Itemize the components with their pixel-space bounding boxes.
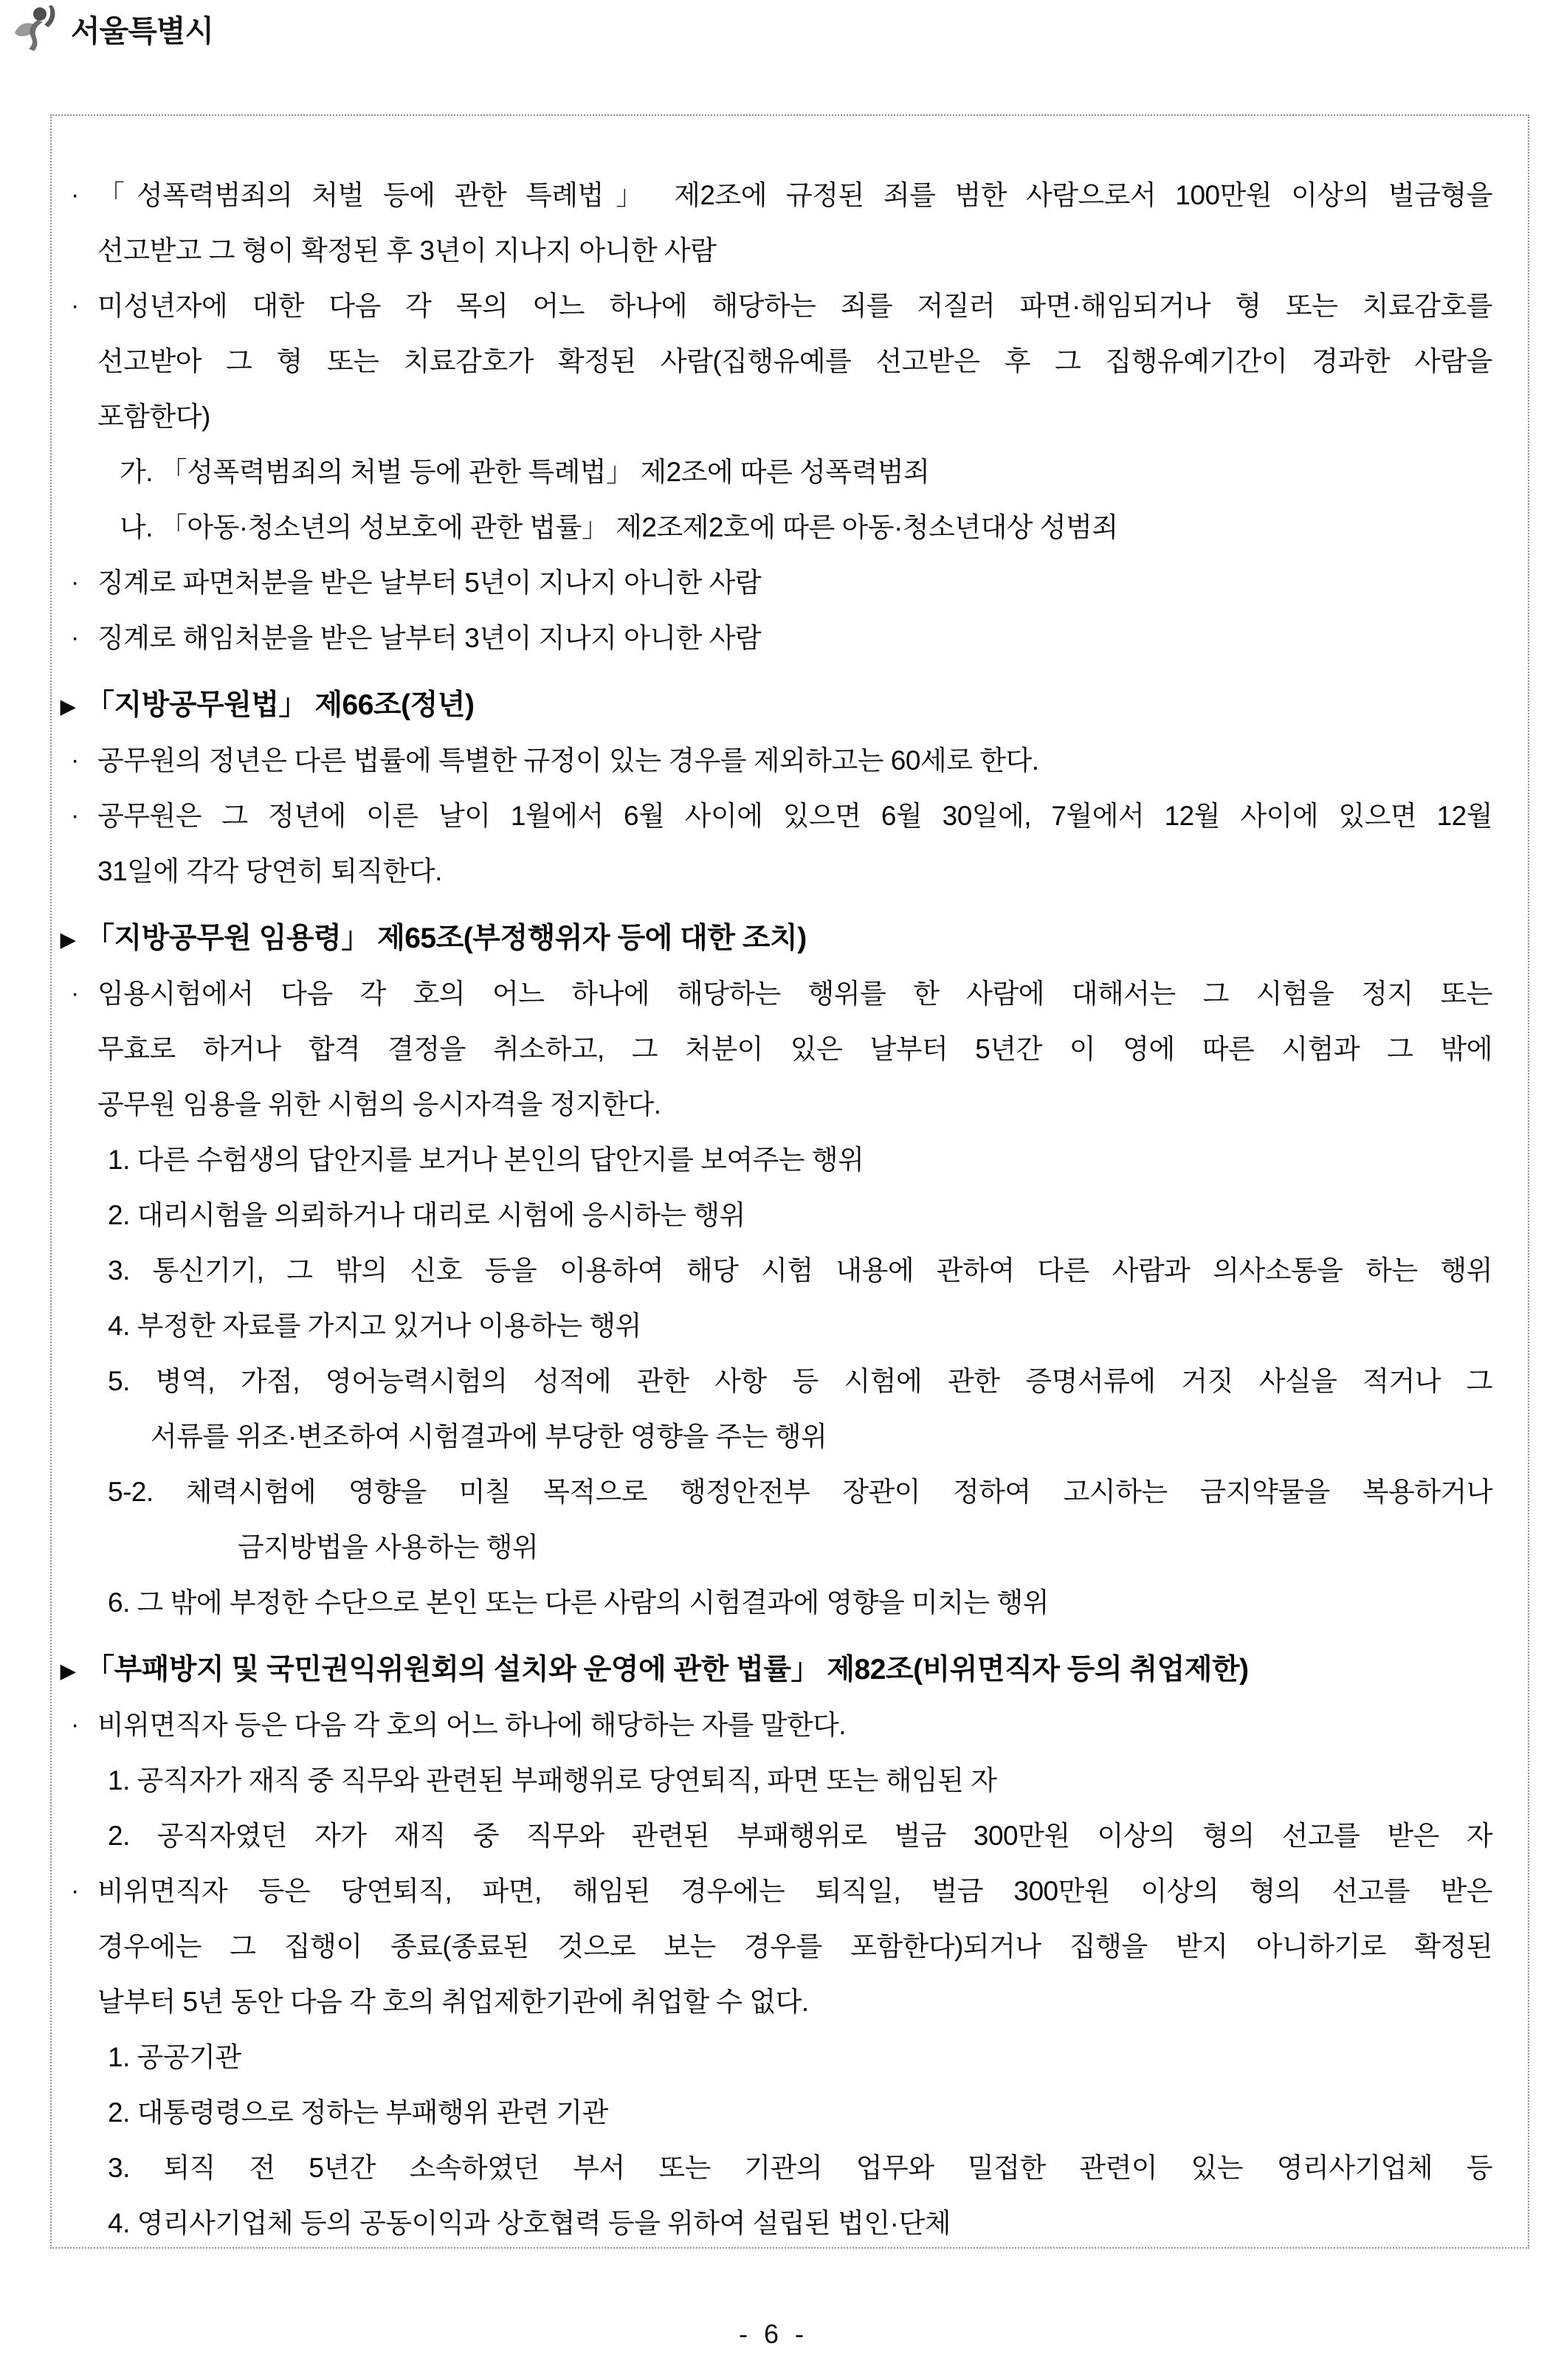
line-text: 1. 공직자가 재직 중 직무와 관련된 부패행위로 당연퇴직, 파면 또는 해임된 자: [108, 1765, 997, 1796]
line-text: 무효로 하거나 합격 결정을 취소하고, 그 처분이 있은 날부터 5년간 이 영에 따른 시험과 그 밖에: [97, 1034, 1492, 1064]
line-text: 4. 부정한 자료를 가지고 있거나 이용하는 행위: [108, 1311, 641, 1341]
line-text: 경우에는 그 집행이 종료(종료된 것으로 보는 경우를 포함한다)되거나 집행을 받지 아니하기로 확정된: [97, 1931, 1492, 1962]
line-text: 4. 영리사기업체 등의 공동이익과 상호협력 등을 위하여 설립된 법인·단체: [108, 2208, 951, 2238]
line-text: 3. 퇴직 전 5년간 소속하였던 부서 또는 기관의 업무와 밀접한 관련이 있는 영리사기업체 등: [108, 2153, 1492, 2183]
line-text: 선고받아 그 형 또는 치료감호가 확정된 사람(집행유예를 선고받은 후 그 집행유예기간이 경과한 사람을: [97, 346, 1492, 376]
line-text: 31일에 각각 당연히 퇴직한다.: [97, 856, 442, 886]
text-line: [61, 733, 1492, 788]
line-text: 서류를 위조·변조하여 시험결과에 부당한 영향을 주는 행위: [151, 1421, 827, 1452]
text-line: [61, 1409, 1492, 1464]
section-header: [61, 911, 1492, 966]
line-text: 「부패방지 및 국민권익위원회의 설치와 운영에 관한 법률」 제82조(비위면직자 등의 취업제한): [86, 1654, 1249, 1686]
text-line: [61, 1919, 1492, 1974]
line-text: 「성폭력범죄의 처벌 등에 관한 특례법」 제2조에 규정된 죄를 범한 사람으로서 100만원 이상의 벌금형을: [97, 180, 1492, 210]
text-line: [61, 966, 1492, 1021]
text-line: [61, 1974, 1492, 2029]
line-text: 나. 「아동·청소년의 성보호에 관한 법률」 제2조제2호에 따른 아동·청소년대상 성범죄: [120, 512, 1118, 542]
bullet-marker: ·: [71, 746, 79, 774]
line-text: 2. 대리시험을 의뢰하거나 대리로 시험에 응시하는 행위: [108, 1200, 745, 1230]
line-text: 2. 대통령령으로 정하는 부패행위 관련 기관: [108, 2097, 608, 2128]
line-text: 2. 공직자였던 자가 재직 중 직무와 관련된 부패행위로 벌금 300만원 이상의 형의 선고를 받은 자: [108, 1821, 1492, 1851]
text-line: [61, 1243, 1492, 1298]
line-text: 6. 그 밖에 부정한 수단으로 본인 또는 다른 사람의 시험결과에 영향을 미치는 행위: [108, 1587, 1049, 1618]
line-text: 공무원은 그 정년에 이른 날이 1월에서 6월 사이에 있으면 6월 30일에, 7월에서 12월 사이에 있으면 12월: [97, 801, 1492, 831]
text-line: [61, 1464, 1492, 1520]
text-line: [61, 2029, 1492, 2085]
bullet-marker: ·: [71, 1877, 79, 1905]
bullet-marker: ·: [71, 181, 79, 209]
text-line: [61, 389, 1492, 444]
text-line: [61, 1575, 1492, 1630]
line-text: 비위면직자 등은 다음 각 호의 어느 하나에 해당하는 자를 말한다.: [97, 1710, 847, 1740]
bullet-marker: ·: [71, 292, 79, 320]
line-text: 공무원의 정년은 다른 법률에 특별한 규정이 있는 경우를 제외하고는 60세로 한다.: [97, 745, 1039, 776]
text-line: [61, 1298, 1492, 1353]
line-text: 금지방법을 사용하는 행위: [238, 1532, 539, 1562]
text-line: [61, 2196, 1492, 2251]
text-line: [61, 1077, 1492, 1132]
section-arrow-icon: ▶: [61, 1660, 75, 1682]
text-line: [61, 500, 1492, 555]
text-line: [61, 844, 1492, 899]
text-line: [61, 334, 1492, 389]
line-text: 3. 통신기기, 그 밖의 신호 등을 이용하여 해당 시험 내용에 관하여 다른 사람과 의사소통을 하는 행위: [108, 1255, 1492, 1286]
line-text: 임용시험에서 다음 각 호의 어느 하나에 해당하는 행위를 한 사람에 대해서는 그 시험을 정지 또는: [97, 979, 1492, 1009]
text-line: [61, 1021, 1492, 1077]
line-text: 포함한다): [97, 401, 210, 432]
line-text: 1. 다른 수험생의 답안지를 보거나 본인의 답안지를 보여주는 행위: [108, 1145, 864, 1175]
bullet-marker: ·: [71, 979, 79, 1007]
text-line: [61, 1863, 1492, 1919]
text-line: [61, 223, 1492, 278]
line-text: 미성년자에 대한 다음 각 목의 어느 하나에 해당하는 죄를 저질러 파면·해임되거나 형 또는 치료감호를: [97, 291, 1492, 321]
bullet-marker: ·: [71, 1711, 79, 1739]
line-text: 「지방공무원법」 제66조(정년): [86, 689, 475, 721]
section-arrow-icon: ▶: [61, 695, 75, 717]
legal-text-block: [61, 168, 1492, 2251]
text-line: [61, 444, 1492, 500]
text-line: [61, 555, 1492, 610]
seoul-figure-icon: [10, 4, 66, 52]
line-text: 1. 공공기관: [108, 2042, 241, 2072]
section-header: [61, 1642, 1492, 1697]
text-line: [61, 1187, 1492, 1243]
text-line: [61, 788, 1492, 844]
text-line: [61, 610, 1492, 666]
text-line: [61, 1753, 1492, 1808]
line-text: 「지방공무원 임용령」 제65조(부정행위자 등에 대한 조치): [86, 922, 807, 954]
line-text: 날부터 5년 동안 다음 각 호의 취업제한기관에 취업할 수 없다.: [97, 1987, 809, 2017]
text-line: [61, 278, 1492, 334]
line-text: 선고받고 그 형이 확정된 후 3년이 지나지 아니한 사람: [97, 235, 717, 266]
section-arrow-icon: ▶: [61, 928, 75, 951]
line-text: 5-2. 체력시험에 영향을 미칠 목적으로 행정안전부 장관이 정하여 고시하는 금지약물을 복용하거나: [108, 1477, 1492, 1507]
text-line: [61, 1697, 1492, 1753]
line-text: 5. 병역, 가점, 영어능력시험의 성적에 관한 사항 등 시험에 관한 증명서류에 거짓 사실을 적거나 그: [108, 1366, 1492, 1396]
text-line: [61, 1520, 1492, 1575]
bullet-marker: ·: [71, 801, 79, 829]
page-footer: [0, 2319, 1547, 2350]
text-line: [61, 1353, 1492, 1409]
text-line: [61, 1808, 1492, 1863]
line-text: 징계로 해임처분을 받은 날부터 3년이 지나지 아니한 사람: [97, 623, 762, 653]
text-line: [61, 2085, 1492, 2140]
bullet-marker: ·: [71, 568, 79, 596]
line-text: 공무원 임용을 위한 시험의 응시자격을 정지한다.: [97, 1089, 661, 1120]
org-name: 서울특별시: [71, 13, 214, 48]
line-text: 비위면직자 등은 당연퇴직, 파면, 해임된 경우에는 퇴직일, 벌금 300만원 이상의 형의 선고를 받은: [97, 1876, 1492, 1906]
line-text: 가. 「성폭력범죄의 처벌 등에 관한 특례법」 제2조에 따른 성폭력범죄: [120, 457, 930, 487]
text-line: [61, 1132, 1492, 1187]
section-header: [61, 677, 1492, 733]
text-line: [61, 2140, 1492, 2196]
bullet-marker: ·: [71, 624, 79, 652]
line-text: 징계로 파면처분을 받은 날부터 5년이 지나지 아니한 사람: [97, 568, 762, 598]
text-line: [61, 168, 1492, 223]
page-number: - 6 -: [738, 2319, 808, 2349]
content-box: [50, 114, 1529, 2249]
letterhead: [10, 4, 213, 52]
